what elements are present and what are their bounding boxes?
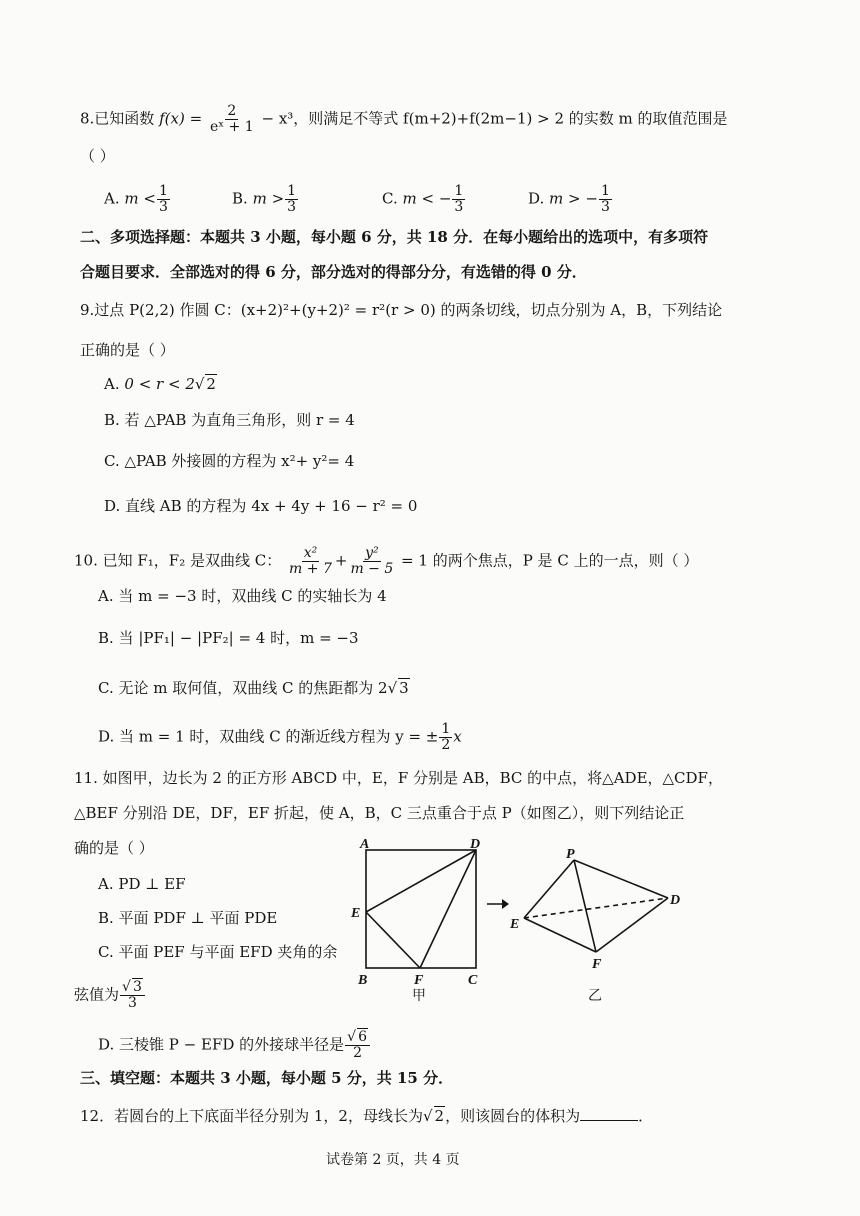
q11-option-c[interactable]: C. 平面 PEF 与平面 EFD 夹角的余 [98,943,338,961]
label-d2: D [670,893,681,908]
label-b: B [358,973,368,988]
q10-option-c[interactable]: C. 无论 m 取何值，双曲线 C 的焦距都为 2√ 3 [98,679,409,697]
q8-option-b[interactable]: B. m > $\frac{1}{3}$ [232,183,297,215]
q11-option-a[interactable]: A. PD ⊥ EF [98,875,186,893]
figure-square-abcd [350,836,490,1006]
edge-pe [524,860,574,918]
q10-option-a[interactable]: A. 当 m = −3 时，双曲线 C 的实轴长为 4 [98,587,387,605]
label-d: D [470,837,481,852]
q10-stem: 10. 已知 F₁，F₂ 是双曲线 C： $\frac{\text{x²}}{m + 7}$ + $\frac{\text{y²}}{m - 5}$ = 1 的两个焦点，P 是 C 上的一点，则（ ） [74,545,699,577]
section3-heading: 三、填空题：本题共 3 小题，每小题 5 分，共 15 分． [80,1069,454,1087]
label-f2: F [592,957,602,972]
q10-option-b[interactable]: B. 当 |PF₁| − |PF₂| = 4 时，m = −3 [98,629,359,647]
caption-jia: 甲 [412,989,426,1004]
q8-option-d[interactable]: D. m > − $\frac{1}{3}$ [528,183,610,215]
q11-stem-cont: △BEF 分别沿 DE，DF，EF 折起，使 A，B，C 三点重合于点 P（如图乙），则下列结论正 [74,804,685,822]
section2-heading: 二、多项选择题：本题共 3 小题，每小题 6 分，共 18 分．在每小题给出的选项中，有多项符 [80,228,709,246]
q10-fraction-y: $\frac{\text{y²}}{m - 5}$ [350,545,394,577]
q8-stem: 8.已知函数 f(x) = $\frac{2}{\text{eˣ + 1}}$ − x³，则满足不等式 f(m+2)+f(2m−1) > 2 的实数 m 的取值范围是 [80,103,728,135]
q10-fraction-x: $\frac{\text{x²}}{m + 7}$ [289,545,332,577]
edge-pf [574,860,596,952]
label-a: A [360,837,370,852]
q9-option-b[interactable]: B. 若 △PAB 为直角三角形，则 r = 4 [104,411,355,429]
caption-yi: 乙 [588,989,602,1004]
q9-stem: 9.过点 P(2,2) 作圆 C：(x+2)²+(y+2)² = r²(r > 0) 的两条切线，切点分别为 A，B，下列结论 [80,301,723,319]
label-f: F [414,973,424,988]
q8-fraction: $\frac{2}{\text{eˣ + 1}}$ [209,103,254,135]
q11-option-c-cont[interactable]: 弦值为 $\frac{√ 3}{3}$ [74,980,146,1011]
edge-ef [524,918,596,952]
q8-paren: （ ） [80,147,115,165]
figure-tetrahedron [506,840,696,1010]
section2-heading-cont: 合题目要求．全部选对的得 6 分，部分选对的得部分分，有选错的得 0 分． [80,263,587,281]
q12-answer-blank[interactable] [580,1120,638,1121]
q10-option-d[interactable]: D. 当 m = 1 时，双曲线 C 的渐近线方程为 y = ± $\frac{1}{2}$ x [98,721,462,753]
q11-stem: 11. 如图甲，边长为 2 的正方形 ABCD 中，E，F 分别是 AB，BC 的中点，将△ADE，△CDF， [74,769,723,787]
q11-stem-end: 确的是（ ） [74,839,154,857]
segment-ef [366,912,420,968]
q9-stem-cont: 正确的是（ ） [80,341,175,359]
square-outline [366,850,476,968]
q9-option-c[interactable]: C. △PAB 外接圆的方程为 x²+ y²= 4 [104,452,355,470]
edge-pd [574,860,668,898]
label-c: C [468,973,478,988]
segment-df [420,850,476,968]
label-e: E [351,906,361,921]
segment-de [366,850,476,912]
q11-option-b[interactable]: B. 平面 PDF ⊥ 平面 PDE [98,909,278,927]
q8-option-a[interactable]: A. m < $\frac{1}{3}$ [104,183,168,215]
q9-option-a[interactable]: A. 0 < r < 2√ 2 [104,375,216,393]
q12-stem: 12．若圆台的上下底面半径分别为 1，2，母线长为√ 2，则该圆台的体积为 ． [80,1107,654,1125]
q11-option-d[interactable]: D. 三棱锥 P − EFD 的外接球半径是 $\frac{√ 6}{2}$ [98,1030,371,1061]
q8-option-c[interactable]: C. m < − $\frac{1}{3}$ [382,183,464,215]
label-e2: E [510,917,520,932]
q9-option-d[interactable]: D. 直线 AB 的方程为 4x + 4y + 16 − r² = 0 [104,497,418,515]
page-footer: 试卷第 2 页，共 4 页 [326,1152,460,1168]
label-p: P [566,847,575,862]
